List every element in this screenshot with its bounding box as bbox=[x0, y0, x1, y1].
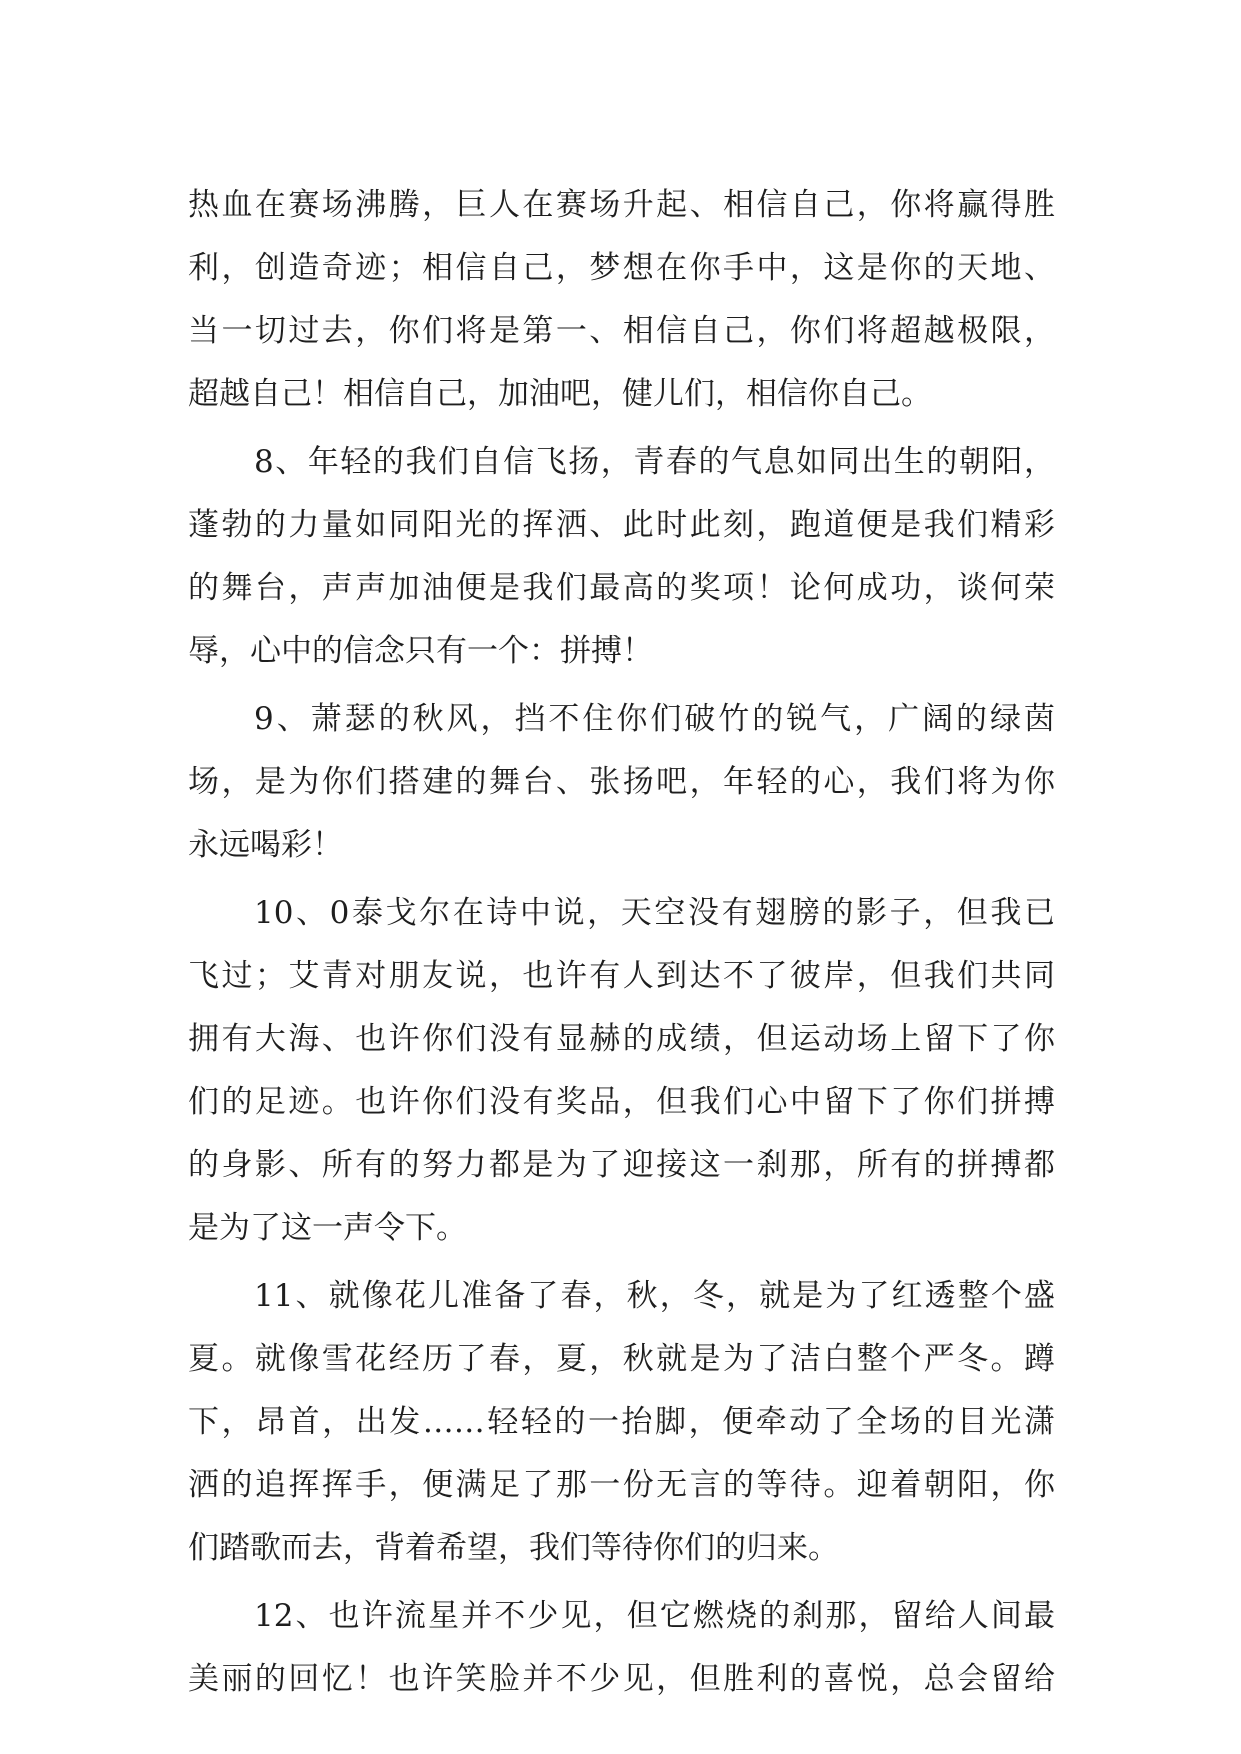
text-line: 是为了这一声令下。 bbox=[188, 1210, 467, 1246]
text-line: 夏。就像雪花经历了春，夏，秋就是为了洁白整个严冬。蹲 bbox=[188, 1341, 1055, 1377]
paragraph bbox=[188, 431, 1055, 683]
text-line: 利，创造奇迹；相信自己，梦想在你手中，这是你的天地、 bbox=[188, 250, 1055, 286]
text-line: 当一切过去，你们将是第一、相信自己，你们将超越极限， bbox=[188, 313, 1055, 349]
text-line: 的身影、所有的努力都是为了迎接这一刹那，所有的拼搏都 bbox=[188, 1147, 1055, 1183]
text-line: 飞过；艾青对朋友说，也许有人到达不了彼岸，但我们共同 bbox=[188, 958, 1055, 994]
paragraph bbox=[188, 174, 1055, 426]
text-line: 超越自己！相信自己，加油吧，健儿们，相信你自己。 bbox=[188, 376, 932, 412]
text-line: 12、也许流星并不少见，但它燃烧的刹那，留给人间最 bbox=[254, 1598, 1055, 1634]
text-line: 热血在赛场沸腾，巨人在赛场升起、相信自己，你将赢得胜 bbox=[188, 187, 1055, 223]
text-line: 9、萧瑟的秋风，挡不住你们破竹的锐气，广阔的绿茵 bbox=[254, 701, 1055, 737]
text-line: 辱，心中的信念只有一个：拼搏！ bbox=[188, 633, 653, 669]
text-line: 11、就像花儿准备了春，秋，冬，就是为了红透整个盛 bbox=[254, 1278, 1055, 1314]
text-line: 10、0泰戈尔在诗中说，天空没有翅膀的影子，但我已 bbox=[254, 895, 1055, 931]
body-text bbox=[188, 174, 1055, 1711]
text-line: 8、年轻的我们自信飞扬，青春的气息如同出生的朝阳， bbox=[254, 444, 1055, 480]
text-line: 们踏歌而去，背着希望，我们等待你们的归来。 bbox=[188, 1530, 839, 1566]
text-line: 洒的追挥挥手，便满足了那一份无言的等待。迎着朝阳，你 bbox=[188, 1467, 1055, 1503]
text-line: 蓬勃的力量如同阳光的挥洒、此时此刻，跑道便是我们精彩 bbox=[188, 507, 1055, 543]
paragraph bbox=[188, 882, 1055, 1260]
paragraph bbox=[188, 1265, 1055, 1580]
text-line: 永远喝彩！ bbox=[188, 827, 343, 863]
paragraph bbox=[188, 1585, 1055, 1711]
text-line: 美丽的回忆！也许笑脸并不少见，但胜利的喜悦，总会留给 bbox=[188, 1661, 1055, 1697]
text-line: 们的足迹。也许你们没有奖品，但我们心中留下了你们拼搏 bbox=[188, 1084, 1055, 1120]
text-line: 拥有大海、也许你们没有显赫的成绩，但运动场上留下了你 bbox=[188, 1021, 1055, 1057]
text-line: 场，是为你们搭建的舞台、张扬吧，年轻的心，我们将为你 bbox=[188, 764, 1055, 800]
paragraph bbox=[188, 688, 1055, 877]
text-line: 的舞台，声声加油便是我们最高的奖项！论何成功，谈何荣 bbox=[188, 570, 1055, 606]
text-line: 下，昂首，出发……轻轻的一抬脚，便牵动了全场的目光潇 bbox=[188, 1404, 1055, 1440]
